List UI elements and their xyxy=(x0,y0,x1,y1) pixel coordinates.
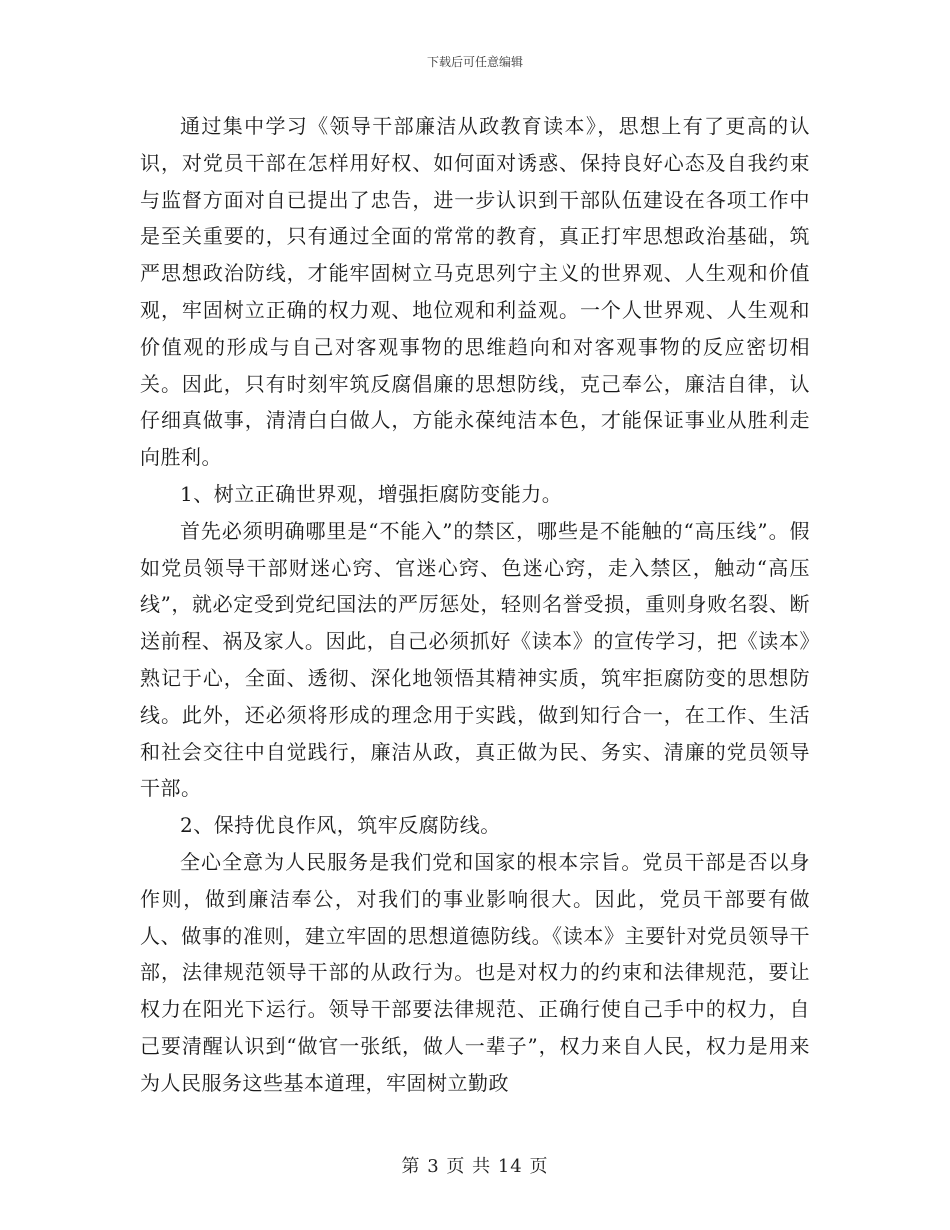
page-number: 第 3 页 共 14 页 xyxy=(401,1156,549,1177)
paragraph-section-1: 首先必须明确哪里是“不能入”的禁区，哪些是不能触的“高压线”。假如党员领导干部财迷心窍、官迷心窍、色迷心窍，走入禁区，触动“高压线”，就必定受到党纪国法的严厉惩处，轻则名誉受损，重则身败名裂、断送前程、祸及家人。因此，自己必须抓好《读本》的宣传学习，把《读本》熟记于心，全面、透彻、深化地领悟其精神实质，筑牢拒腐防变的思想防线。此外，还必须将形成的理念用于实践，做到知行合一，在工作、生活和社会交往中自觉践行，廉洁从政，真正做为民、务实、清廉的党员领导干部。 xyxy=(140,518,810,801)
paragraph-intro: 通过集中学习《领导干部廉洁从政教育读本》，思想上有了更高的认识，对党员干部在怎样用好权、如何面对诱惑、保持良好心态及自我约束与监督方面对自已提出了忠告，进一步认识到干部队伍建设在各项工作中是至关重要的，只有通过全面的常常的教育，真正打牢思想政治基础，筑严思想政治防线，才能牢固树立马克思列宁主义的世界观、人生观和价值观，牢固树立正确的权力观、地位观和利益观。一个人世界观、人生观和价值观的形成与自己对客观事物的思维趋向和对客观事物的反应密切相关。因此，只有时刻牢筑反腐倡廉的思想防线，克己奉公，廉洁自律，认仔细真做事，清清白白做人，方能永葆纯洁本色，才能保证事业从胜利走向胜利。 xyxy=(140,114,810,470)
section-heading-1: 1、树立正确世界观，增强拒腐防变能力。 xyxy=(180,481,563,506)
header-note: 下载后可任意编辑 xyxy=(426,55,523,69)
section-heading-2: 2、保持优良作风，筑牢反腐防线。 xyxy=(180,813,501,838)
document-body xyxy=(140,108,810,1102)
paragraph-section-2: 全心全意为人民服务是我们党和国家的根本宗旨。党员干部是否以身作则，做到廉洁奉公，对我们的事业影响很大。因此，党员干部要有做人、做事的准则，建立牢固的思想道德防线。《读本》主要针对党员领导干部，法律规范领导干部的从政行为。也是对权力的约束和法律规范，要让权力在阳光下运行。领导干部要法律规范、正确行使自己手中的权力，自己要清醒认识到“做官一张纸，做人一辈子”，权力来自人民，权力是用来为人民服务这些基本道理，牢固树立勤政 xyxy=(140,849,810,1095)
